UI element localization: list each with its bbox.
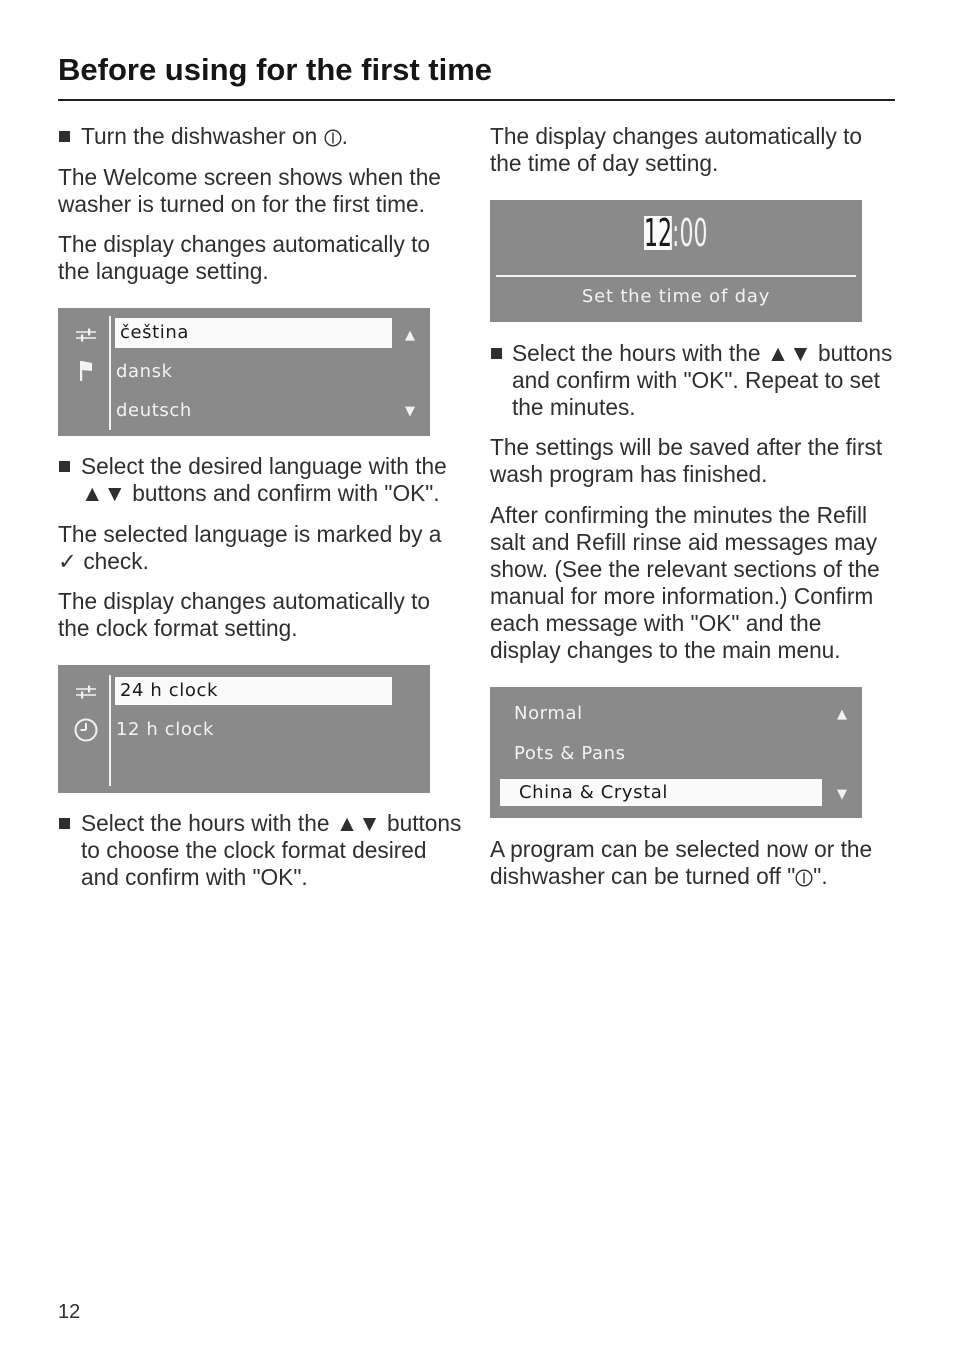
clock-separator: : (672, 211, 680, 255)
paragraph-line: The selected language is marked by a (58, 521, 442, 547)
clock-minutes: 00 (679, 211, 708, 255)
paragraph-line: The display changes automatically to (58, 588, 431, 614)
program-paragraph (490, 836, 872, 890)
paragraph-text: dishwasher can be turned off " (490, 863, 796, 889)
step-line (81, 123, 348, 150)
step-set-time (490, 340, 892, 421)
page-title: Before using for the first time (58, 52, 493, 87)
display-divider (109, 675, 111, 786)
step-line: Select the hours with the ▲▼ buttons (81, 810, 462, 836)
program-option: Pots & Pans (514, 743, 626, 764)
step-suffix: . (341, 123, 348, 149)
paragraph-line: the clock format setting. (58, 615, 298, 641)
step-line: and confirm with "OK". (81, 864, 308, 890)
paragraph-line: The Welcome screen shows when the (58, 164, 441, 190)
paragraph-line: The settings will be saved after the first (490, 434, 883, 460)
language-display (58, 308, 430, 436)
welcome-paragraph (58, 164, 441, 218)
paragraph-line: A program can be selected now or the (490, 836, 873, 862)
clock-hours: 12 (644, 211, 673, 255)
step-line: Select the desired language with the (81, 453, 447, 479)
scroll-up-arrow-icon: ▲ (405, 328, 415, 343)
program-option: China & Crystal (500, 779, 822, 806)
program-option: Normal (514, 703, 583, 724)
clock-format-display (58, 665, 430, 793)
paragraph-line: wash program has finished. (490, 461, 768, 487)
paragraph-text: ". (813, 863, 828, 889)
language-option: dansk (116, 361, 173, 382)
paragraph-line: salt and Refill rinse aid messages may (490, 529, 878, 555)
time-caption: Set the time of day (581, 286, 771, 307)
refill-paragraph (490, 502, 880, 664)
step-line: Select the hours with the ▲▼ buttons (512, 340, 893, 366)
clock-intro-paragraph (58, 588, 430, 642)
saved-paragraph (490, 434, 882, 488)
paragraph-line: After confirming the minutes the Refill (490, 502, 868, 528)
scroll-up-arrow-icon: ▲ (837, 707, 847, 722)
scroll-down-arrow-icon: ▼ (405, 404, 415, 419)
paragraph-line: ✓ check. (58, 548, 149, 574)
bullet-icon (59, 131, 70, 142)
display-divider (496, 275, 856, 277)
language-option: deutsch (116, 400, 192, 421)
check-paragraph (58, 521, 441, 575)
clock-format-option: 12 h clock (116, 719, 214, 740)
step-turn-on (58, 123, 348, 150)
paragraph-line: manual for more information.) Confirm (490, 583, 874, 609)
clock-format-option: 24 h clock (115, 677, 392, 705)
paragraph-line (490, 863, 872, 890)
title-rule (58, 99, 895, 101)
time-of-day-display (490, 200, 862, 322)
paragraph-line: washer is turned on for the first time. (58, 191, 425, 217)
step-select-clock-format (58, 810, 461, 891)
step-line: and confirm with "OK". Repeat to set (512, 367, 880, 393)
clock-digits (644, 211, 708, 260)
page-number: 12 (58, 1301, 81, 1323)
scroll-down-arrow-icon: ▼ (837, 787, 847, 802)
language-intro-paragraph (58, 231, 430, 285)
paragraph-line: the language setting. (58, 258, 269, 284)
display-divider (109, 316, 111, 430)
paragraph-line: The display changes automatically to (58, 231, 431, 257)
time-intro-paragraph (490, 123, 862, 177)
paragraph-line: each message with "OK" and the (490, 610, 822, 636)
power-icon (795, 869, 813, 887)
settings-icon (75, 327, 97, 343)
bullet-icon (59, 818, 70, 829)
step-line: ▲▼ buttons and confirm with "OK". (81, 480, 440, 506)
settings-icon (75, 684, 97, 700)
language-option: čeština (115, 318, 392, 348)
clock-readout (490, 211, 862, 255)
paragraph-line: show. (See the relevant sections of the (490, 556, 880, 582)
paragraph-line: The display changes automatically to (490, 123, 863, 149)
step-text: Turn the dishwasher on (81, 123, 324, 149)
step-select-language (58, 453, 447, 507)
paragraph-line: display changes to the main menu. (490, 637, 841, 663)
flag-icon (78, 360, 94, 382)
power-icon (324, 129, 342, 147)
program-menu-display (490, 687, 862, 818)
bullet-icon (491, 348, 502, 359)
paragraph-line: the time of day setting. (490, 150, 719, 176)
clock-icon (74, 718, 98, 742)
step-line: to choose the clock format desired (81, 837, 427, 863)
bullet-icon (59, 461, 70, 472)
step-line: the minutes. (512, 394, 636, 420)
